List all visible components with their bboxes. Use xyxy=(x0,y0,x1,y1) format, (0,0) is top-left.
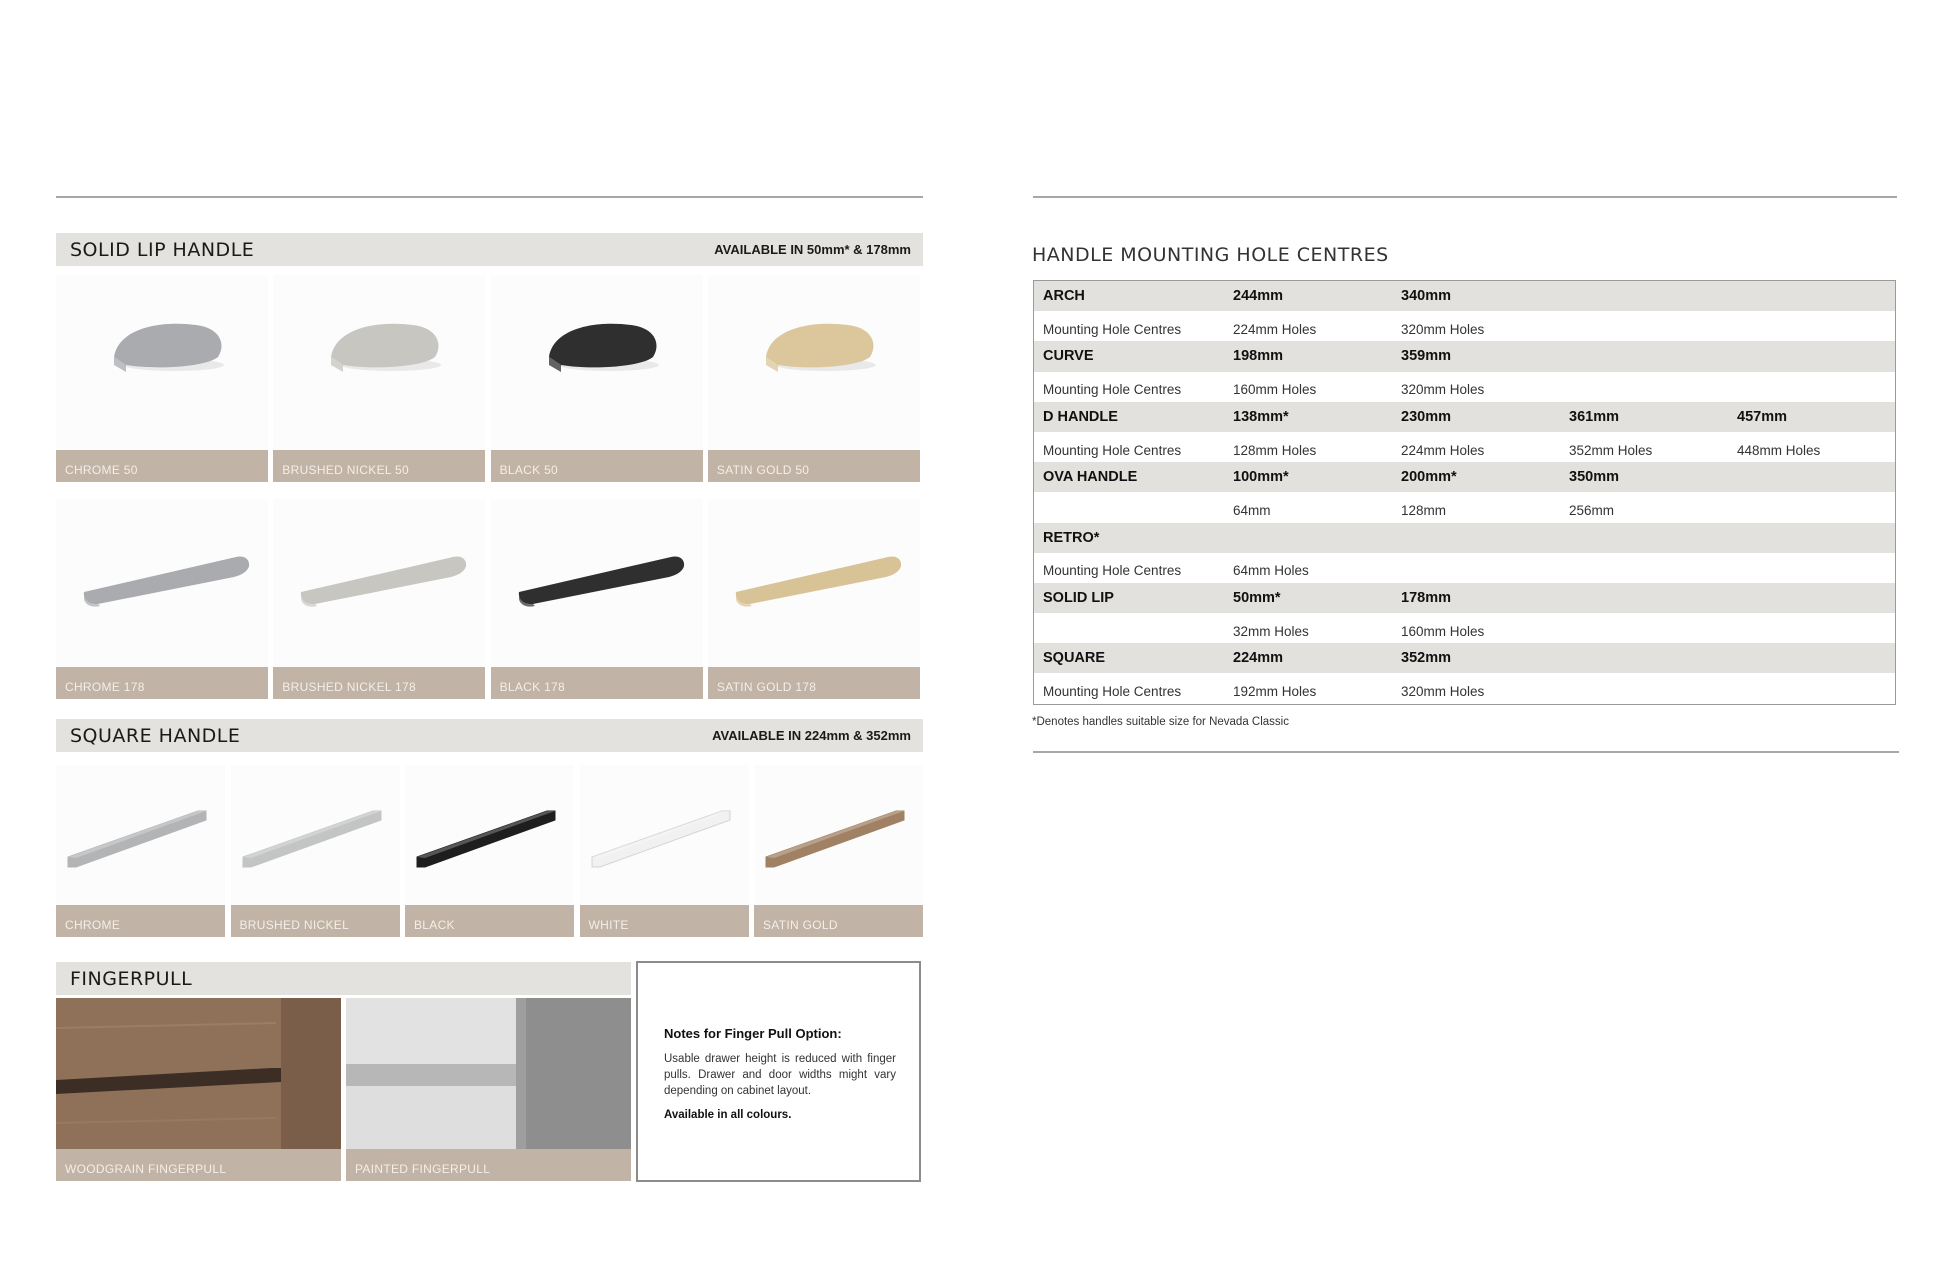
table-row-holes xyxy=(1034,432,1895,462)
table-cell: D HANDLE xyxy=(1043,408,1118,425)
swatch-caption: CHROME 178 xyxy=(56,667,268,699)
table-row-handle xyxy=(1034,462,1895,492)
handle-image xyxy=(405,765,574,905)
divider-right-bottom xyxy=(1033,751,1899,753)
table-cell: 230mm xyxy=(1401,408,1451,425)
swatch-caption: BRUSHED NICKEL 178 xyxy=(273,667,485,699)
swatch-black-178[interactable] xyxy=(491,499,703,699)
table-cell: Mounting Hole Centres xyxy=(1043,321,1182,337)
swatch-white[interactable] xyxy=(580,765,749,937)
table-row-holes xyxy=(1034,613,1895,643)
mounting-table-heading: HANDLE MOUNTING HOLE CENTRES xyxy=(1032,244,1389,266)
handle-image xyxy=(273,275,485,450)
table-cell: 224mm Holes xyxy=(1401,442,1485,458)
swatch-caption: BRUSHED NICKEL 50 xyxy=(273,450,485,482)
table-row-holes xyxy=(1034,372,1895,402)
handle-image xyxy=(754,765,923,905)
table-cell: OVA HANDLE xyxy=(1043,469,1138,486)
table-row-holes xyxy=(1034,673,1895,703)
table-row-holes xyxy=(1034,553,1895,583)
swatch-caption: BLACK 178 xyxy=(491,667,703,699)
table-cell: 198mm xyxy=(1233,348,1283,365)
table-row-handle xyxy=(1034,281,1895,311)
swatch-caption: CHROME xyxy=(56,905,225,937)
table-cell: 350mm xyxy=(1569,469,1619,486)
swatch-caption: CHROME 50 xyxy=(56,450,268,482)
swatch-black[interactable] xyxy=(405,765,574,937)
availability-label: AVAILABLE IN 50mm* & 178mm xyxy=(714,242,911,257)
swatch-brushed-nickel-50[interactable] xyxy=(273,275,485,482)
table-row-handle xyxy=(1034,583,1895,613)
woodgrain-fingerpull-image xyxy=(56,998,341,1151)
table-cell: 448mm Holes xyxy=(1737,442,1821,458)
handle-image xyxy=(56,275,268,450)
table-cell: 256mm xyxy=(1569,502,1615,518)
notes-body: Usable drawer height is reduced with finger pulls. Drawer and door widths might vary depending on cabinet layout. xyxy=(664,1053,896,1097)
table-cell: 340mm xyxy=(1401,288,1451,305)
swatch-caption: WHITE xyxy=(580,905,749,937)
table-cell: 224mm Holes xyxy=(1233,321,1317,337)
table-cell: SOLID LIP xyxy=(1043,589,1114,606)
section-title: FINGERPULL xyxy=(70,968,193,990)
table-cell: 352mm Holes xyxy=(1569,442,1653,458)
swatch-caption: BLACK xyxy=(405,905,574,937)
table-cell: 128mm xyxy=(1401,502,1447,518)
fingerpull-woodgrain[interactable] xyxy=(56,998,341,1181)
table-cell: 160mm Holes xyxy=(1401,623,1485,639)
table-row-handle xyxy=(1034,523,1895,553)
swatch-caption: WOODGRAIN FINGERPULL xyxy=(56,1149,341,1181)
table-row-handle xyxy=(1034,341,1895,371)
table-cell: 361mm xyxy=(1569,408,1619,425)
swatch-caption: BLACK 50 xyxy=(491,450,703,482)
table-cell: 100mm* xyxy=(1233,469,1289,486)
table-cell: 359mm xyxy=(1401,348,1451,365)
swatch-black-50[interactable] xyxy=(491,275,703,482)
table-cell: 64mm Holes xyxy=(1233,563,1309,579)
handle-image xyxy=(491,499,703,667)
handle-image xyxy=(580,765,749,905)
square-handle-header xyxy=(56,719,923,752)
table-cell: 320mm Holes xyxy=(1401,684,1485,700)
table-cell: 320mm Holes xyxy=(1401,321,1485,337)
section-title: SQUARE HANDLE xyxy=(70,725,241,747)
swatch-chrome[interactable] xyxy=(56,765,225,937)
table-cell: Mounting Hole Centres xyxy=(1043,442,1182,458)
section-title: SOLID LIP HANDLE xyxy=(70,239,255,261)
swatch-caption: BRUSHED NICKEL xyxy=(231,905,400,937)
table-cell: ARCH xyxy=(1043,288,1085,305)
divider-right-top xyxy=(1033,196,1897,198)
table-cell: 200mm* xyxy=(1401,469,1457,486)
table-cell: 128mm Holes xyxy=(1233,442,1317,458)
table-row-handle xyxy=(1034,643,1895,673)
handle-image xyxy=(708,275,920,450)
fingerpull-painted[interactable] xyxy=(346,998,631,1181)
table-cell: 224mm xyxy=(1233,650,1283,667)
table-cell: 138mm* xyxy=(1233,408,1289,425)
swatch-satin-gold-178[interactable] xyxy=(708,499,920,699)
handle-image xyxy=(491,275,703,450)
swatch-caption: SATIN GOLD xyxy=(754,905,923,937)
table-cell: 50mm* xyxy=(1233,589,1281,606)
swatch-chrome-178[interactable] xyxy=(56,499,268,699)
table-cell: CURVE xyxy=(1043,348,1094,365)
swatch-brushed-nickel[interactable] xyxy=(231,765,400,937)
swatch-brushed-nickel-178[interactable] xyxy=(273,499,485,699)
fingerpull-header xyxy=(56,962,631,995)
handle-image xyxy=(231,765,400,905)
swatch-caption: PAINTED FINGERPULL xyxy=(346,1149,631,1181)
table-cell: 160mm Holes xyxy=(1233,382,1317,398)
swatch-caption: SATIN GOLD 178 xyxy=(708,667,920,699)
swatch-satin-gold[interactable] xyxy=(754,765,923,937)
table-row-holes xyxy=(1034,492,1895,522)
availability-label: AVAILABLE IN 224mm & 352mm xyxy=(712,728,911,743)
table-cell: Mounting Hole Centres xyxy=(1043,684,1182,700)
table-row-holes xyxy=(1034,311,1895,341)
handle-image xyxy=(273,499,485,667)
handle-image xyxy=(56,765,225,905)
table-cell: Mounting Hole Centres xyxy=(1043,382,1182,398)
table-cell: SQUARE xyxy=(1043,650,1106,667)
table-cell: 178mm xyxy=(1401,589,1451,606)
handle-image xyxy=(56,499,268,667)
table-cell: 457mm xyxy=(1737,408,1787,425)
table-cell: 32mm Holes xyxy=(1233,623,1309,639)
table-cell: 244mm xyxy=(1233,288,1283,305)
table-cell: Mounting Hole Centres xyxy=(1043,563,1182,579)
swatch-chrome-50[interactable] xyxy=(56,275,268,482)
table-cell: 352mm xyxy=(1401,650,1451,667)
notes-title: Notes for Finger Pull Option: xyxy=(664,1026,842,1041)
solid-lip-header xyxy=(56,233,923,266)
swatch-satin-gold-50[interactable] xyxy=(708,275,920,482)
table-row-handle xyxy=(1034,402,1895,432)
table-cell: 320mm Holes xyxy=(1401,382,1485,398)
notes-availability: Available in all colours. xyxy=(664,1109,792,1121)
divider-left-top xyxy=(56,196,923,198)
table-cell: RETRO* xyxy=(1043,529,1100,546)
table-cell: 64mm xyxy=(1233,502,1271,518)
mounting-hole-table xyxy=(1033,280,1896,705)
fingerpull-notes-box xyxy=(636,961,921,1182)
painted-fingerpull-image xyxy=(346,998,631,1151)
table-cell: 192mm Holes xyxy=(1233,684,1317,700)
swatch-caption: SATIN GOLD 50 xyxy=(708,450,920,482)
footnote: *Denotes handles suitable size for Nevada Classic xyxy=(1032,716,1289,728)
handle-image xyxy=(708,499,920,667)
